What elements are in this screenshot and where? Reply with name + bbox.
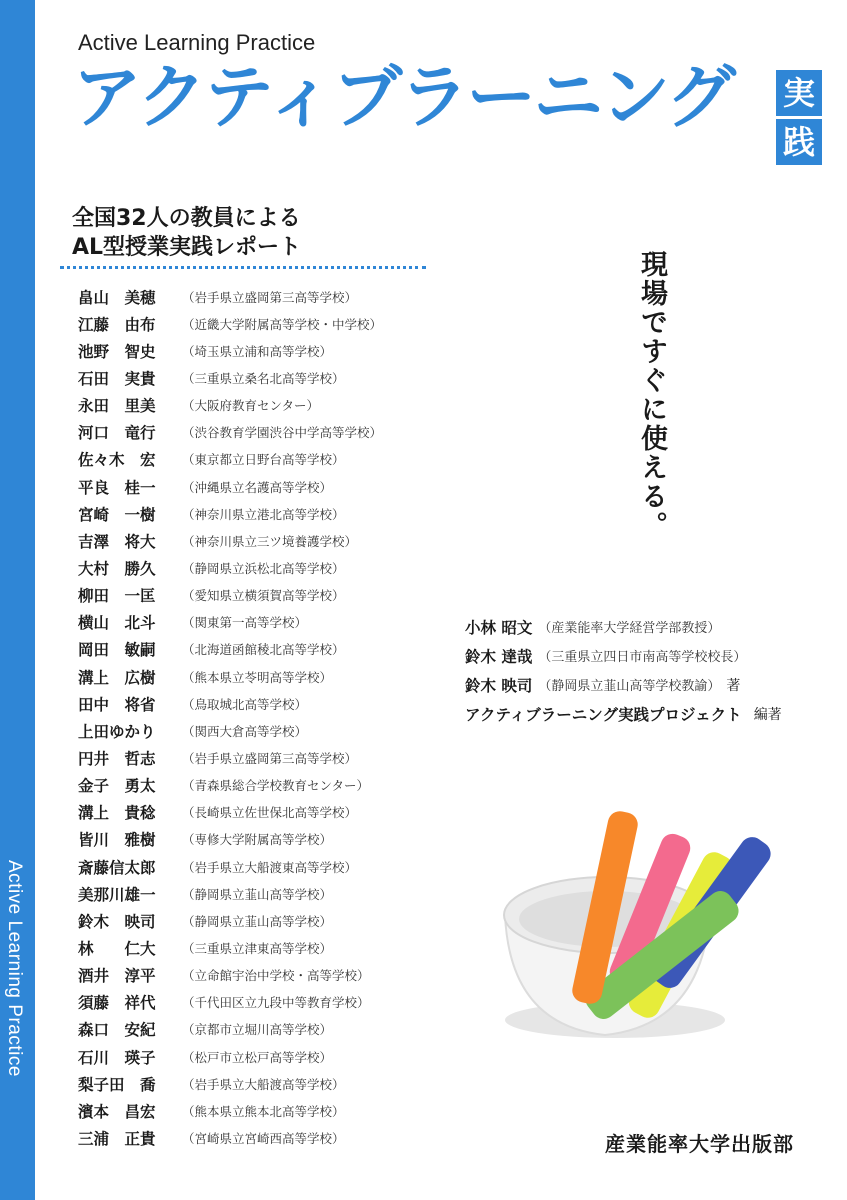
tagline: 現場ですぐに使える。: [636, 250, 667, 540]
contributor-name: 池野 智史: [78, 342, 156, 361]
author-role: 著: [726, 677, 741, 694]
contributor-name: 斎藤信太郎: [78, 858, 156, 877]
title-badge: [776, 70, 822, 165]
subtitle-line: AL型授業実践レポート: [72, 235, 302, 260]
contributor-row: [78, 880, 382, 907]
contributor-row: [78, 337, 382, 364]
contributor-name: 美那川雄一: [78, 885, 156, 904]
contributor-name: 鈴木 映司: [78, 912, 156, 931]
contributor-name: 石川 瑛子: [78, 1048, 156, 1067]
contributor-school: （神奈川県立三ツ境養護学校）: [182, 533, 358, 549]
contributor-row: [78, 392, 382, 419]
author-name: アクティブラーニング実践プロジェクト: [465, 705, 742, 724]
contributor-school: （渋谷教育学園渋谷中学高等学校）: [182, 425, 383, 441]
contributor-name: 円井 哲志: [78, 749, 156, 768]
contributor-row: [78, 527, 382, 554]
title-badge-char: 践: [776, 119, 822, 165]
subtitle-line: 全国32人の教員による: [72, 206, 301, 231]
contributor-school: （岩手県立大船渡高等学校）: [182, 1076, 345, 1092]
contributor-list: [78, 283, 382, 1152]
contributor-row: [78, 364, 382, 391]
chalk-cup-illustration: [495, 795, 795, 1055]
author-row: [465, 641, 782, 670]
contributor-name: 梨子田 喬: [78, 1075, 156, 1094]
author-name: 鈴木 映司: [465, 676, 533, 695]
contributor-row: [78, 446, 382, 473]
contributor-name: 柳田 一匡: [78, 587, 156, 606]
author-row: [465, 612, 782, 641]
contributor-row: [78, 1124, 382, 1151]
contributor-row: [78, 500, 382, 527]
contributor-name: 溝上 広樹: [78, 668, 156, 687]
author-name: 鈴木 達哉: [465, 647, 533, 666]
contributor-school: （松戸市立松戸高等学校）: [182, 1049, 333, 1065]
contributor-row: [78, 473, 382, 500]
contributor-row: [78, 663, 382, 690]
contributor-school: （岩手県立盛岡第三高等学校）: [182, 750, 358, 766]
contributor-row: [78, 962, 382, 989]
contributor-school: （埼玉県立浦和高等学校）: [182, 343, 333, 359]
contributor-row: [78, 283, 382, 310]
contributor-row: [78, 772, 382, 799]
title-badge-char: 実: [776, 70, 822, 116]
contributor-school: （近畿大学附属高等学校・中学校）: [182, 316, 383, 332]
contributor-school: （静岡県立韮山高等学校）: [182, 886, 333, 902]
contributor-name: 林 仁大: [78, 939, 156, 958]
contributor-school: （熊本県立苓明高等学校）: [182, 669, 333, 685]
contributor-school: （岩手県立盛岡第三高等学校）: [182, 289, 358, 305]
contributor-row: [78, 1097, 382, 1124]
contributor-row: [78, 582, 382, 609]
contributor-row: [78, 907, 382, 934]
contributor-school: （青森県総合学校教育センター）: [182, 778, 370, 794]
author-affiliation: （三重県立四日市南高等学校校長）: [538, 650, 747, 665]
contributor-name: 田中 将省: [78, 695, 156, 714]
contributor-school: （宮崎県立宮崎西高等学校）: [182, 1130, 345, 1146]
spine-band: [0, 0, 35, 1200]
contributor-school: （静岡県立浜松北高等学校）: [182, 560, 345, 576]
author-row: [465, 699, 782, 728]
contributor-row: [78, 310, 382, 337]
contributor-row: [78, 853, 382, 880]
contributor-name: 須藤 祥代: [78, 994, 156, 1013]
contributor-name: 佐々木 宏: [78, 451, 156, 470]
author-affiliation: （産業能率大学経営学部教授）: [538, 621, 721, 636]
contributor-name: 金子 勇太: [78, 777, 156, 796]
contributor-school: （東京都立日野台高等学校）: [182, 452, 345, 468]
contributor-name: 溝上 貴稔: [78, 804, 156, 823]
contributor-row: [78, 744, 382, 771]
contributor-school: （神奈川県立港北高等学校）: [182, 506, 345, 522]
contributor-row: [78, 989, 382, 1016]
contributor-school: （大阪府教育センター）: [182, 398, 320, 414]
contributor-school: （関東第一高等学校）: [182, 615, 308, 631]
contributor-name: 濱本 昌宏: [78, 1102, 156, 1121]
contributor-row: [78, 1043, 382, 1070]
contributor-row: [78, 609, 382, 636]
contributor-name: 永田 里美: [78, 397, 156, 416]
contributor-name: 畠山 美穂: [78, 288, 156, 307]
contributor-row: [78, 799, 382, 826]
series-label: Active Learning Practice: [78, 30, 316, 55]
contributor-name: 江藤 由布: [78, 315, 156, 334]
contributor-row: [78, 1070, 382, 1097]
contributor-school: （京都市立堀川高等学校）: [182, 1022, 333, 1038]
contributor-school: （関西大倉高等学校）: [182, 723, 308, 739]
contributor-school: （鳥取城北高等学校）: [182, 696, 308, 712]
subtitle: [72, 204, 301, 262]
contributor-row: [78, 636, 382, 663]
author-name: 小林 昭文: [465, 618, 533, 637]
author-role: 編著: [753, 706, 782, 723]
contributor-school: （三重県立津東高等学校）: [182, 940, 333, 956]
author-affiliation: （静岡県立韮山高等学校教諭）: [538, 679, 721, 694]
contributor-row: [78, 826, 382, 853]
contributor-school: （愛知県立横須賀高等学校）: [182, 588, 345, 604]
contributor-row: [78, 690, 382, 717]
contributor-name: 平良 桂一: [78, 478, 156, 497]
contributor-name: 宮崎 一樹: [78, 505, 156, 524]
contributor-school: （立命館宇治中学校・高等学校）: [182, 968, 370, 984]
contributor-row: [78, 1016, 382, 1043]
contributor-name: 三浦 正貴: [78, 1129, 156, 1148]
contributor-row: [78, 717, 382, 744]
contributor-name: 岡田 敏嗣: [78, 641, 156, 660]
contributor-school: （長崎県立佐世保北高等学校）: [182, 805, 358, 821]
contributor-school: （熊本県立熊本北高等学校）: [182, 1103, 345, 1119]
contributor-name: 森口 安紀: [78, 1021, 156, 1040]
contributor-school: （専修大学附属高等学校）: [182, 832, 333, 848]
publisher: 産業能率大学出版部: [605, 1132, 794, 1156]
contributor-name: 吉澤 将大: [78, 532, 156, 551]
contributor-name: 河口 竜行: [78, 424, 156, 443]
contributor-name: 酒井 淳平: [78, 967, 156, 986]
contributor-name: 石田 実貴: [78, 369, 156, 388]
contributor-row: [78, 554, 382, 581]
dotted-divider: [60, 266, 426, 269]
contributor-name: 横山 北斗: [78, 614, 156, 633]
contributor-name: 上田ゆかり: [78, 722, 156, 741]
author-row: [465, 670, 782, 699]
contributor-school: （三重県立桑名北高等学校）: [182, 370, 345, 386]
contributor-school: （北海道函館稜北高等学校）: [182, 642, 345, 658]
contributor-name: 大村 勝久: [78, 559, 156, 578]
contributor-row: [78, 419, 382, 446]
contributor-school: （千代田区立九段中等教育学校）: [182, 995, 370, 1011]
author-list: [465, 612, 782, 728]
contributor-row: [78, 934, 382, 961]
spine-title: Active Learning Practice: [4, 860, 25, 1077]
contributor-school: （沖縄県立名護高等学校）: [182, 479, 333, 495]
contributor-school: （岩手県立大船渡東高等学校）: [182, 859, 358, 875]
contributor-school: （静岡県立韮山高等学校）: [182, 913, 333, 929]
contributor-name: 皆川 雅樹: [78, 831, 156, 850]
book-title: アクティブラーニング: [72, 56, 733, 138]
